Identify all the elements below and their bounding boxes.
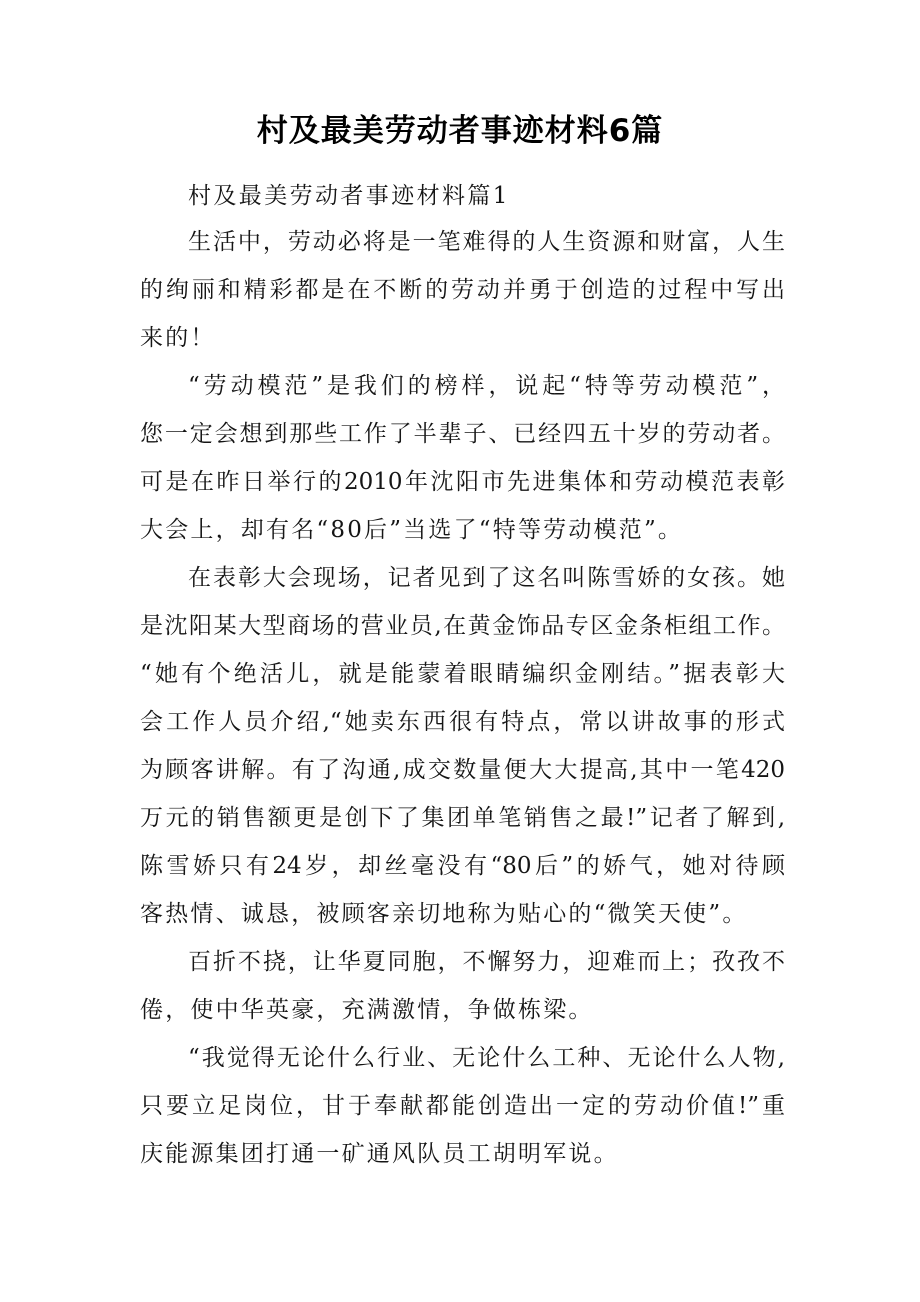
paragraph-line: 在表彰大会现场，记者见到了这名叫陈雪娇的女孩。她 bbox=[188, 565, 785, 591]
paragraph-line: 是沈阳某大型商场的营业员,在黄金饰品专区金条柜组工作。 bbox=[140, 613, 785, 639]
paragraph-line: “劳动模范”是我们的榜样，说起“特等劳动模范”， bbox=[188, 373, 785, 399]
paragraph-line: 生活中，劳动必将是一笔难得的人生资源和财富，人生 bbox=[188, 229, 785, 255]
paragraph-line: 陈雪娇只有24岁，却丝毫没有“80后”的娇气，她对待顾 bbox=[140, 853, 785, 879]
paragraph-line: 客热情、诚恳，被顾客亲切地称为贴心的“微笑天使”。 bbox=[140, 901, 748, 927]
document-title: 村及最美劳动者事迹材料6篇 bbox=[256, 113, 664, 149]
paragraph-line: 来的！ bbox=[140, 325, 216, 351]
paragraph-line: 万元的销售额更是创下了集团单笔销售之最!”记者了解到, bbox=[140, 805, 785, 831]
paragraph-line: 只要立足岗位，甘于奉献都能创造出一定的劳动价值!”重 bbox=[140, 1093, 785, 1119]
paragraph-line: 大会上，却有名“80后”当选了“特等劳动模范”。 bbox=[140, 517, 684, 543]
paragraph-line: 庆能源集团打通一矿通风队员工胡明军说。 bbox=[140, 1141, 619, 1167]
paragraph-line: 会工作人员介绍,“她卖东西很有特点，常以讲故事的形式 bbox=[140, 709, 785, 735]
paragraph-line: 倦，使中华英豪，充满激情，争做栋梁。 bbox=[140, 997, 594, 1023]
paragraph-line: 百折不挠，让华夏同胞，不懈努力，迎难而上；孜孜不 bbox=[188, 949, 785, 975]
paragraph-line: 为顾客讲解。有了沟通,成交数量便大大提高,其中一笔420 bbox=[140, 757, 785, 783]
paragraph-line: 您一定会想到那些工作了半辈子、已经四五十岁的劳动者。 bbox=[140, 421, 785, 447]
section-heading: 村及最美劳动者事迹材料篇1 bbox=[188, 183, 510, 209]
paragraph-line: “我觉得无论什么行业、无论什么工种、无论什么人物, bbox=[188, 1045, 785, 1071]
paragraph-line: 可是在昨日举行的2010年沈阳市先进集体和劳动模范表彰 bbox=[140, 469, 785, 495]
paragraph-line: “她有个绝活儿，就是能蒙着眼睛编织金刚结。”据表彰大 bbox=[140, 661, 785, 687]
paragraph-line: 的绚丽和精彩都是在不断的劳动并勇于创造的过程中写出 bbox=[140, 277, 785, 303]
